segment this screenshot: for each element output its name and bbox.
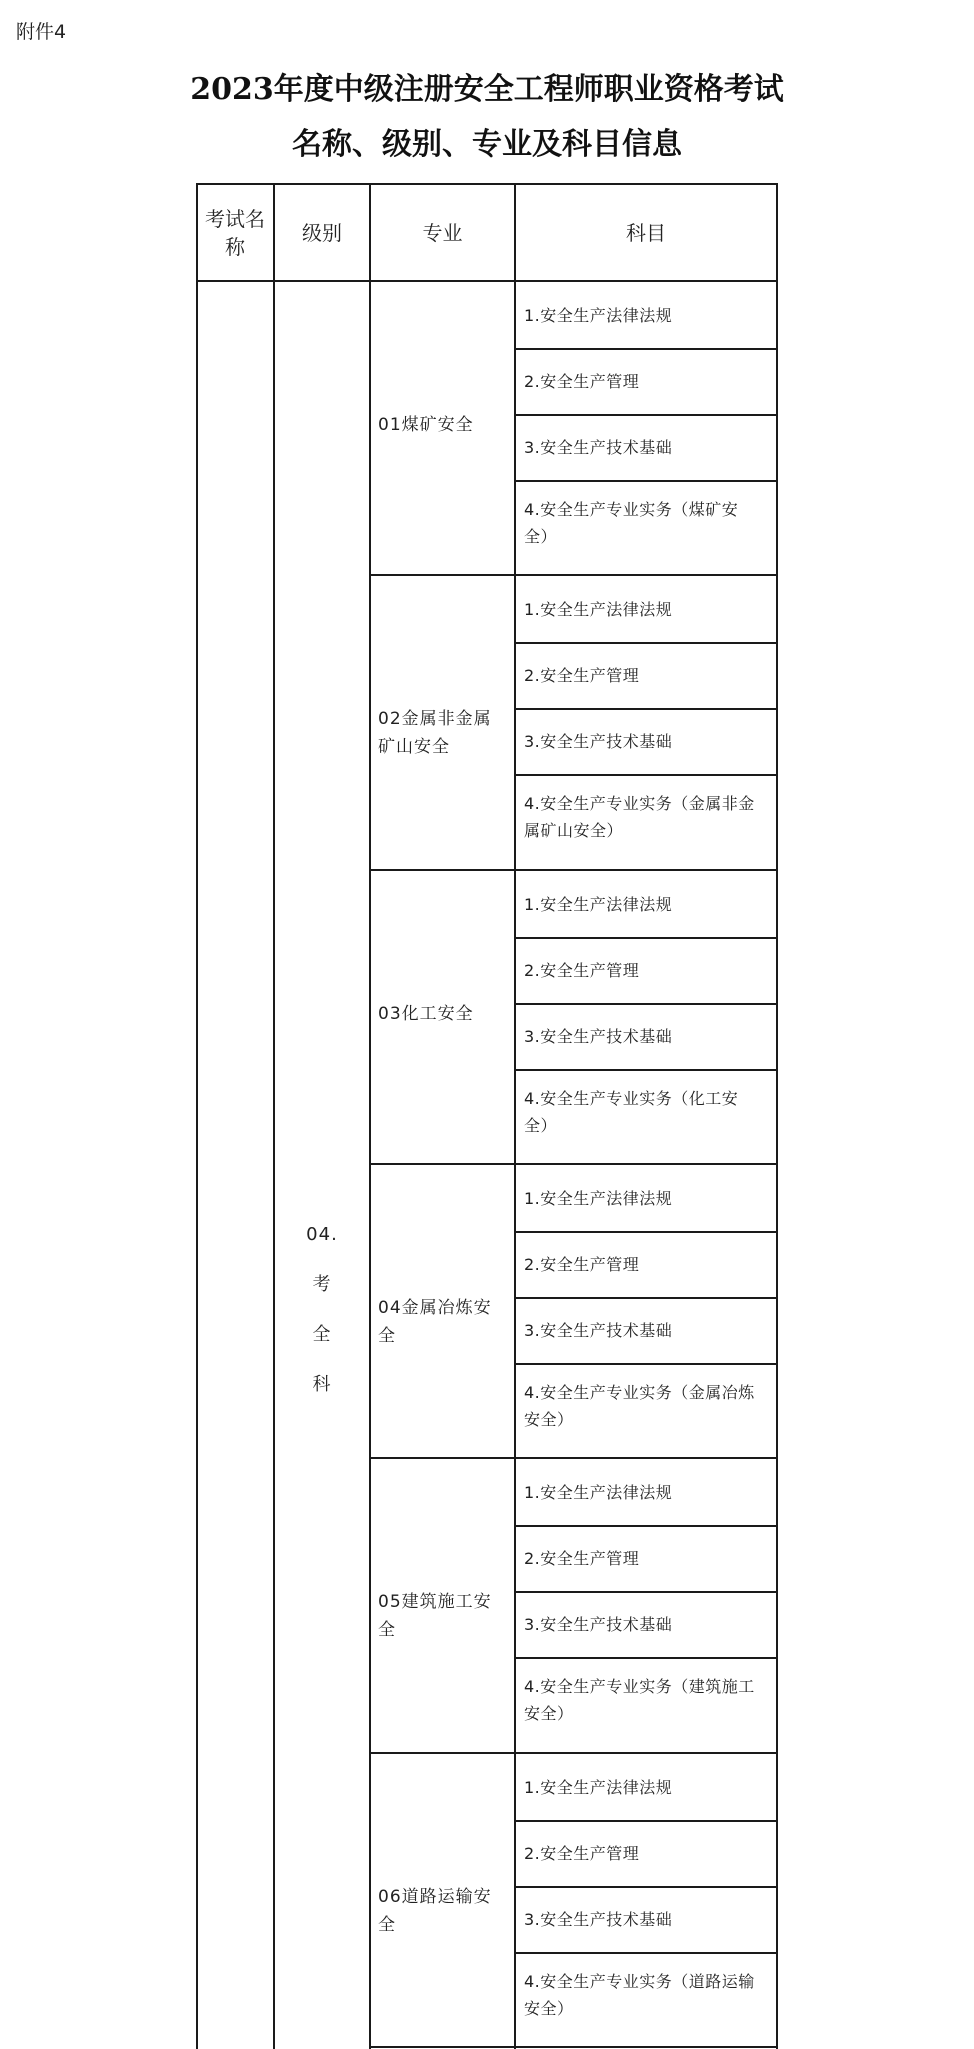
subject-cell: 1.安全生产法律法规	[524, 894, 673, 914]
subject-row-divider	[514, 1297, 778, 1299]
level-text-line: 04.	[306, 1224, 338, 1245]
header-exam-name: 考试名称	[205, 206, 265, 259]
document-subtitle: 名称、级别、专业及科目信息	[292, 127, 682, 162]
subject-cell: 3.安全生产技术基础	[524, 1026, 673, 1046]
subject-row-divider	[514, 774, 778, 776]
header-subject: 科目	[626, 220, 666, 245]
subject-cell: 3.安全生产技术基础	[524, 438, 673, 457]
divider-major-subject	[514, 183, 516, 2049]
level-text-line: 科	[312, 1374, 332, 1395]
major-name: 06道路运输安全	[378, 1886, 492, 1935]
major-group-divider	[369, 2046, 778, 2048]
major-name: 04金属冶炼安全	[378, 1297, 492, 1346]
subject-row-divider	[514, 708, 778, 710]
table-left-border	[196, 183, 198, 2049]
major-group-divider	[369, 574, 778, 576]
subject-cell: 2.安全生产管理	[524, 372, 640, 391]
subject-cell: 4.安全生产专业实务（金属冶炼安全）	[524, 1382, 755, 1429]
major-name: 02金属非金属矿山安全	[378, 709, 492, 758]
subject-row-divider	[514, 1069, 778, 1071]
document-title: 2023年度中级注册安全工程师职业资格考试	[190, 72, 784, 107]
header-major: 专业	[422, 220, 463, 245]
major-group-divider	[369, 1163, 778, 1165]
subject-row-divider	[514, 937, 778, 939]
subject-cell: 2.安全生产管理	[524, 960, 640, 980]
subject-cell: 4.安全生产专业实务（化工安全）	[524, 1088, 739, 1135]
subject-row-divider	[514, 1820, 778, 1822]
subject-cell: 3.安全生产技术基础	[524, 1909, 673, 1929]
table-right-border	[776, 183, 778, 2049]
divider-level-major	[369, 183, 371, 2049]
divider-name-level	[273, 183, 275, 2049]
header-bottom-border	[196, 280, 778, 282]
subject-cell: 3.安全生产技术基础	[524, 1320, 673, 1340]
level-text-line: 考	[312, 1274, 332, 1295]
subject-cell: 3.安全生产技术基础	[524, 732, 673, 752]
subject-cell: 1.安全生产法律法规	[524, 1777, 673, 1797]
subject-row-divider	[514, 1363, 778, 1365]
subject-cell: 2.安全生产管理	[524, 666, 640, 686]
subject-cell: 4.安全生产专业实务（道路运输安全）	[524, 1971, 755, 2018]
subject-cell: 3.安全生产技术基础	[524, 1615, 673, 1635]
subject-cell: 2.安全生产管理	[524, 1549, 640, 1569]
subject-row-divider	[514, 642, 778, 644]
subject-cell: 4.安全生产专业实务（金属非金属矿山安全）	[524, 794, 755, 841]
subject-row-divider	[514, 1003, 778, 1005]
level-text-line: 全	[312, 1324, 332, 1345]
major-group-divider	[369, 869, 778, 871]
subject-cell: 1.安全生产法律法规	[524, 1483, 673, 1503]
subject-row-divider	[514, 480, 778, 482]
subject-row-divider	[514, 1525, 778, 1527]
subject-cell: 2.安全生产管理	[524, 1254, 640, 1274]
subject-cell: 4.安全生产专业实务（建筑施工安全）	[524, 1677, 755, 1724]
subject-cell: 1.安全生产法律法规	[524, 1188, 673, 1208]
subject-cell: 4.安全生产专业实务（煤矿安全）	[524, 500, 739, 546]
subject-row-divider	[514, 1886, 778, 1888]
header-level: 级别	[302, 220, 342, 245]
attachment-label: 附件4	[16, 21, 67, 43]
subject-cell: 2.安全生产管理	[524, 1843, 640, 1863]
subject-row-divider	[514, 1231, 778, 1233]
subject-cell: 1.安全生产法律法规	[524, 306, 673, 325]
subject-row-divider	[514, 1657, 778, 1659]
subject-cell: 1.安全生产法律法规	[524, 600, 673, 620]
major-group-divider	[369, 1752, 778, 1754]
subject-row-divider	[514, 414, 778, 416]
subject-row-divider	[514, 1952, 778, 1954]
major-name: 05建筑施工安全	[378, 1592, 492, 1641]
subject-row-divider	[514, 348, 778, 350]
level-cell	[275, 1210, 369, 1410]
major-group-divider	[369, 1457, 778, 1459]
subject-row-divider	[514, 1591, 778, 1593]
major-name: 01煤矿安全	[378, 415, 474, 435]
major-name: 03化工安全	[378, 1003, 474, 1024]
